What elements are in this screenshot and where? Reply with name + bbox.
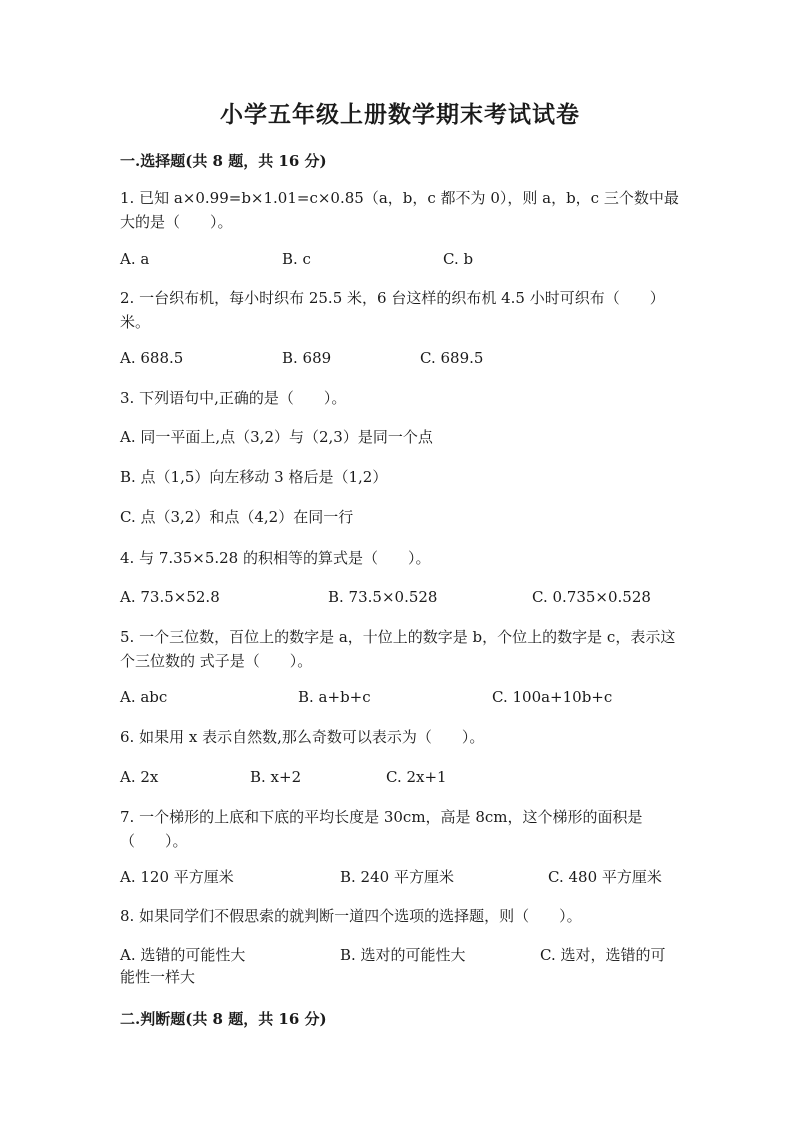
q7-option-b: B. 240 平方厘米 bbox=[340, 868, 454, 886]
q1-option-a: A. a bbox=[120, 250, 150, 268]
q7-option-a: A. 120 平方厘米 bbox=[120, 868, 234, 886]
q7-option-c: C. 480 平方厘米 bbox=[548, 868, 662, 886]
q5-option-a: A. abc bbox=[120, 688, 168, 706]
q1-option-b: B. c bbox=[282, 250, 311, 268]
q6-option-c: C. 2x+1 bbox=[386, 768, 447, 786]
q3-option-c: C. 点（3,2）和点（4,2）在同一行 bbox=[120, 508, 354, 526]
q6-option-a: A. 2x bbox=[120, 768, 159, 786]
q2-option-a: A. 688.5 bbox=[120, 349, 184, 367]
q2-option-b: B. 689 bbox=[282, 349, 332, 367]
question-8: 8. 如果同学们不假思索的就判断一道四个选项的选择题，则（ ）。 bbox=[120, 907, 582, 925]
q1-option-c: C. b bbox=[443, 250, 474, 268]
question-7: 7. 一个梯形的上底和下底的平均长度是 30cm，高是 8cm，这个梯形的面积是（ ）。 bbox=[120, 808, 643, 850]
q5-option-c: C. 100a+10b+c bbox=[492, 688, 613, 706]
question-1: 1. 已知 a×0.99=b×1.01=c×0.85（a，b，c 都不为 0），则 a，b，c 三个数中最大的是（ ）。 bbox=[120, 189, 679, 231]
question-6: 6. 如果用 x 表示自然数,那么奇数可以表示为（ ）。 bbox=[120, 728, 485, 746]
question-4: 4. 与 7.35×5.28 的积相等的算式是（ ）。 bbox=[120, 549, 431, 567]
q4-option-b: B. 73.5×0.528 bbox=[328, 588, 438, 606]
q2-option-c: C. 689.5 bbox=[420, 349, 484, 367]
q6-option-b: B. x+2 bbox=[250, 768, 302, 786]
q4-option-c: C. 0.735×0.528 bbox=[532, 588, 651, 606]
q3-option-b: B. 点（1,5）向左移动 3 格后是（1,2） bbox=[120, 468, 388, 486]
section-heading-judgment: 二.判断题(共 8 题，共 16 分) bbox=[120, 1010, 327, 1028]
q8-option-a: A. 选错的可能性大 bbox=[120, 946, 246, 964]
exam-title: 小学五年级上册数学期末考试试卷 bbox=[220, 101, 580, 128]
q4-option-a: A. 73.5×52.8 bbox=[120, 588, 220, 606]
q3-option-a: A. 同一平面上,点（3,2）与（2,3）是同一个点 bbox=[120, 428, 433, 446]
question-3: 3. 下列语句中,正确的是（ ）。 bbox=[120, 389, 347, 407]
q5-option-b: B. a+b+c bbox=[298, 688, 371, 706]
question-2: 2. 一台织布机，每小时织布 25.5 米，6 台这样的织布机 4.5 小时可织布（ ）米。 bbox=[120, 289, 665, 331]
section-heading-choice: 一.选择题(共 8 题，共 16 分) bbox=[120, 152, 327, 170]
q8-option-b: B. 选对的可能性大 bbox=[340, 946, 466, 964]
q8-option-c: C. 选对，选错的可能性一样大 bbox=[120, 946, 666, 986]
question-5: 5. 一个三位数，百位上的数字是 a，十位上的数字是 b，个位上的数字是 c，表示这个三位数的 式子是（ ）。 bbox=[120, 628, 676, 670]
